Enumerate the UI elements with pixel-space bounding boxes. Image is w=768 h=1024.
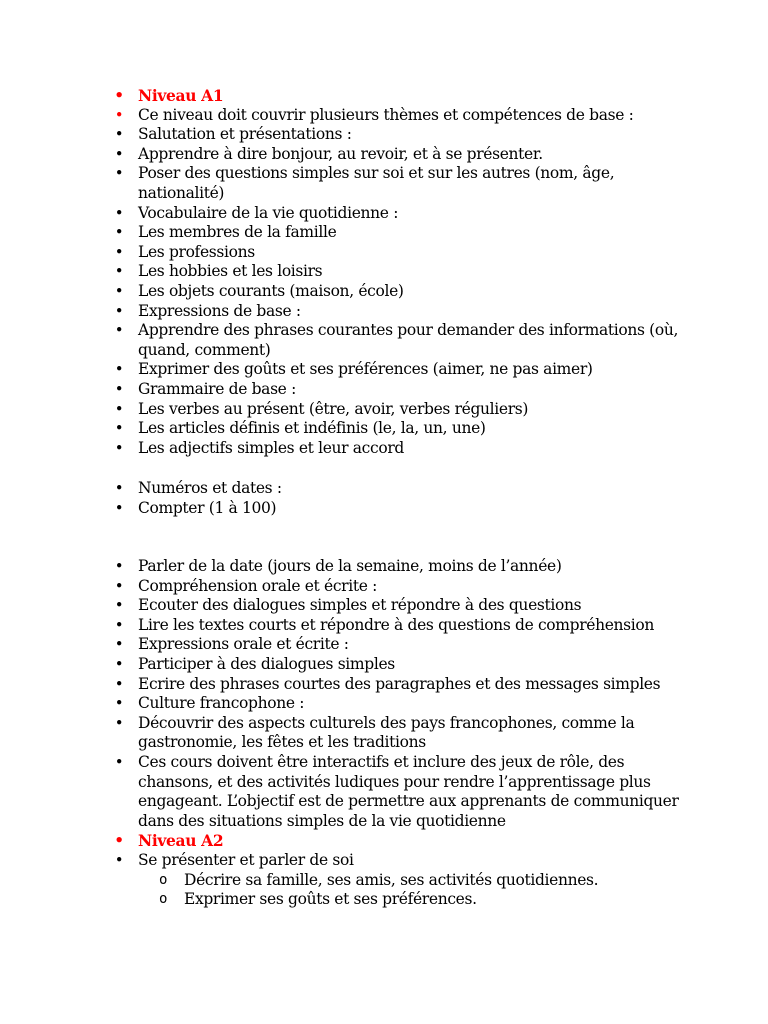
list-item <box>0 204 688 224</box>
bullet-icon: • <box>114 831 124 850</box>
list-item-text: Participer à des dialogues simples <box>138 654 395 673</box>
bullet-icon: • <box>114 713 124 732</box>
list-item-text: Lire les textes courts et répondre à des questions de compréhension <box>138 615 655 634</box>
list-item <box>0 577 688 597</box>
list-item <box>0 635 688 655</box>
list-item <box>0 655 688 675</box>
list-item <box>0 321 688 360</box>
list-item-text: Expressions de base : <box>138 301 301 320</box>
list-item <box>0 262 688 282</box>
list-item-text: Apprendre des phrases courantes pour demander des informations (où, quand, comment) <box>138 321 679 359</box>
bullet-icon: • <box>114 379 124 398</box>
list-item <box>0 360 688 380</box>
bullet-icon: • <box>114 615 124 634</box>
list-item-text: Expressions orale et écrite : <box>138 635 349 654</box>
list-item-text: Ecouter des dialogues simples et répondre à des questions <box>138 596 582 615</box>
bullet-icon: • <box>114 850 124 869</box>
list-item <box>0 106 688 126</box>
bullet-icon: • <box>114 399 124 418</box>
list-item-text: Ce niveau doit couvrir plusieurs thèmes et compétences de base : <box>138 105 634 124</box>
list-item <box>0 125 688 145</box>
list-item-text: Les articles définis et indéfinis (le, la, un, une) <box>138 419 486 438</box>
list-item-text: Exprimer ses goûts et ses préférences. <box>184 890 477 909</box>
bullet-icon: • <box>114 125 124 144</box>
list-item <box>0 499 688 519</box>
list-item-text: Salutation et présentations : <box>138 125 352 144</box>
list-item <box>0 419 688 439</box>
bullet-icon: • <box>114 654 124 673</box>
list-item <box>0 302 688 322</box>
bullet-icon: • <box>114 164 124 183</box>
list-item-text: Se présenter et parler de soi <box>138 850 354 869</box>
list-item-text: Niveau A1 <box>138 86 224 105</box>
circle-bullet-icon: o <box>158 871 168 888</box>
sub-list-item <box>0 890 704 910</box>
list-item <box>0 694 688 714</box>
bullet-icon: • <box>114 674 124 693</box>
list-item-text: Compréhension orale et écrite : <box>138 576 377 595</box>
list-item <box>0 380 688 400</box>
list-item-text: Culture francophone : <box>138 694 305 713</box>
bullet-icon: • <box>114 86 124 104</box>
bullet-list-numbers-dates <box>0 479 768 518</box>
list-item <box>0 753 688 831</box>
bullet-list-continued <box>0 557 768 910</box>
list-item-text: Compter (1 à 100) <box>138 498 277 517</box>
list-item-text: Poser des questions simples sur soi et sur les autres (nom, âge, nationalité) <box>138 164 615 202</box>
bullet-icon: • <box>114 301 124 320</box>
bullet-icon: • <box>114 262 124 281</box>
circle-bullet-icon: o <box>158 891 168 908</box>
list-item-text: Les adjectifs simples et leur accord <box>138 438 404 457</box>
list-item-text: Les verbes au présent (être, avoir, verbes réguliers) <box>138 399 529 418</box>
list-item-text: Décrire sa famille, ses amis, ses activités quotidiennes. <box>184 870 599 889</box>
bullet-icon: • <box>114 557 124 575</box>
list-item <box>0 145 688 165</box>
list-item <box>0 400 688 420</box>
list-item <box>0 164 688 203</box>
bullet-icon: • <box>114 596 124 615</box>
bullet-icon: • <box>114 242 124 261</box>
list-item-text: Niveau A2 <box>138 831 224 851</box>
list-item-text: Apprendre à dire bonjour, au revoir, et à se présenter. <box>138 144 543 163</box>
list-item <box>0 243 688 263</box>
list-item <box>0 851 688 871</box>
bullet-icon: • <box>114 203 124 222</box>
bullet-icon: • <box>114 321 124 340</box>
bullet-icon: • <box>114 419 124 438</box>
bullet-icon: • <box>114 144 124 163</box>
list-item-text: Découvrir des aspects culturels des pays francophones, comme la gastronomie, les fêtes et les traditions <box>138 713 635 752</box>
list-item-text: Les membres de la famille <box>138 223 337 242</box>
bullet-icon: • <box>114 438 124 457</box>
list-item <box>0 714 688 753</box>
list-item-text: Les hobbies et les loisirs <box>138 262 323 281</box>
bullet-icon: • <box>114 694 124 713</box>
bullet-icon: • <box>114 498 124 517</box>
list-item <box>0 675 688 695</box>
list-item <box>0 479 688 499</box>
list-item <box>0 282 688 302</box>
list-item <box>0 596 688 616</box>
list-item-text: Parler de la date (jours de la semaine, moins de l’année) <box>138 557 562 575</box>
section-heading <box>0 831 688 851</box>
bullet-icon: • <box>114 223 124 242</box>
bullet-icon: • <box>114 479 124 497</box>
bullet-icon: • <box>114 105 124 124</box>
list-item-text: Grammaire de base : <box>138 379 296 398</box>
list-item-text: Vocabulaire de la vie quotidienne : <box>138 203 399 222</box>
list-item <box>0 439 688 459</box>
list-item-text: Les objets courants (maison, école) <box>138 281 404 300</box>
bullet-icon: • <box>114 752 124 771</box>
list-item <box>0 616 688 636</box>
list-item <box>0 223 688 243</box>
list-item-text: Exprimer des goûts et ses préférences (aimer, ne pas aimer) <box>138 360 593 379</box>
list-item-text: Ecrire des phrases courtes des paragraphes et des messages simples <box>138 674 661 693</box>
section-heading <box>0 86 688 106</box>
sub-list-item <box>0 871 704 891</box>
bullet-icon: • <box>114 281 124 300</box>
bullet-icon: • <box>114 576 124 595</box>
bullet-icon: • <box>114 360 124 379</box>
bullet-icon: • <box>114 635 124 654</box>
list-item <box>0 557 688 577</box>
bullet-list-a1 <box>0 86 768 458</box>
list-item-text: Numéros et dates : <box>138 479 282 497</box>
list-item-text: Ces cours doivent être interactifs et inclure des jeux de rôle, des chansons, et des activités ludiques pour rendre l’apprentissage plus engageant. L’objectif est de permettre aux apprenants de communiquer dans des situations simples de la vie quotidienne <box>138 752 679 830</box>
list-item-text: Les professions <box>138 242 255 261</box>
